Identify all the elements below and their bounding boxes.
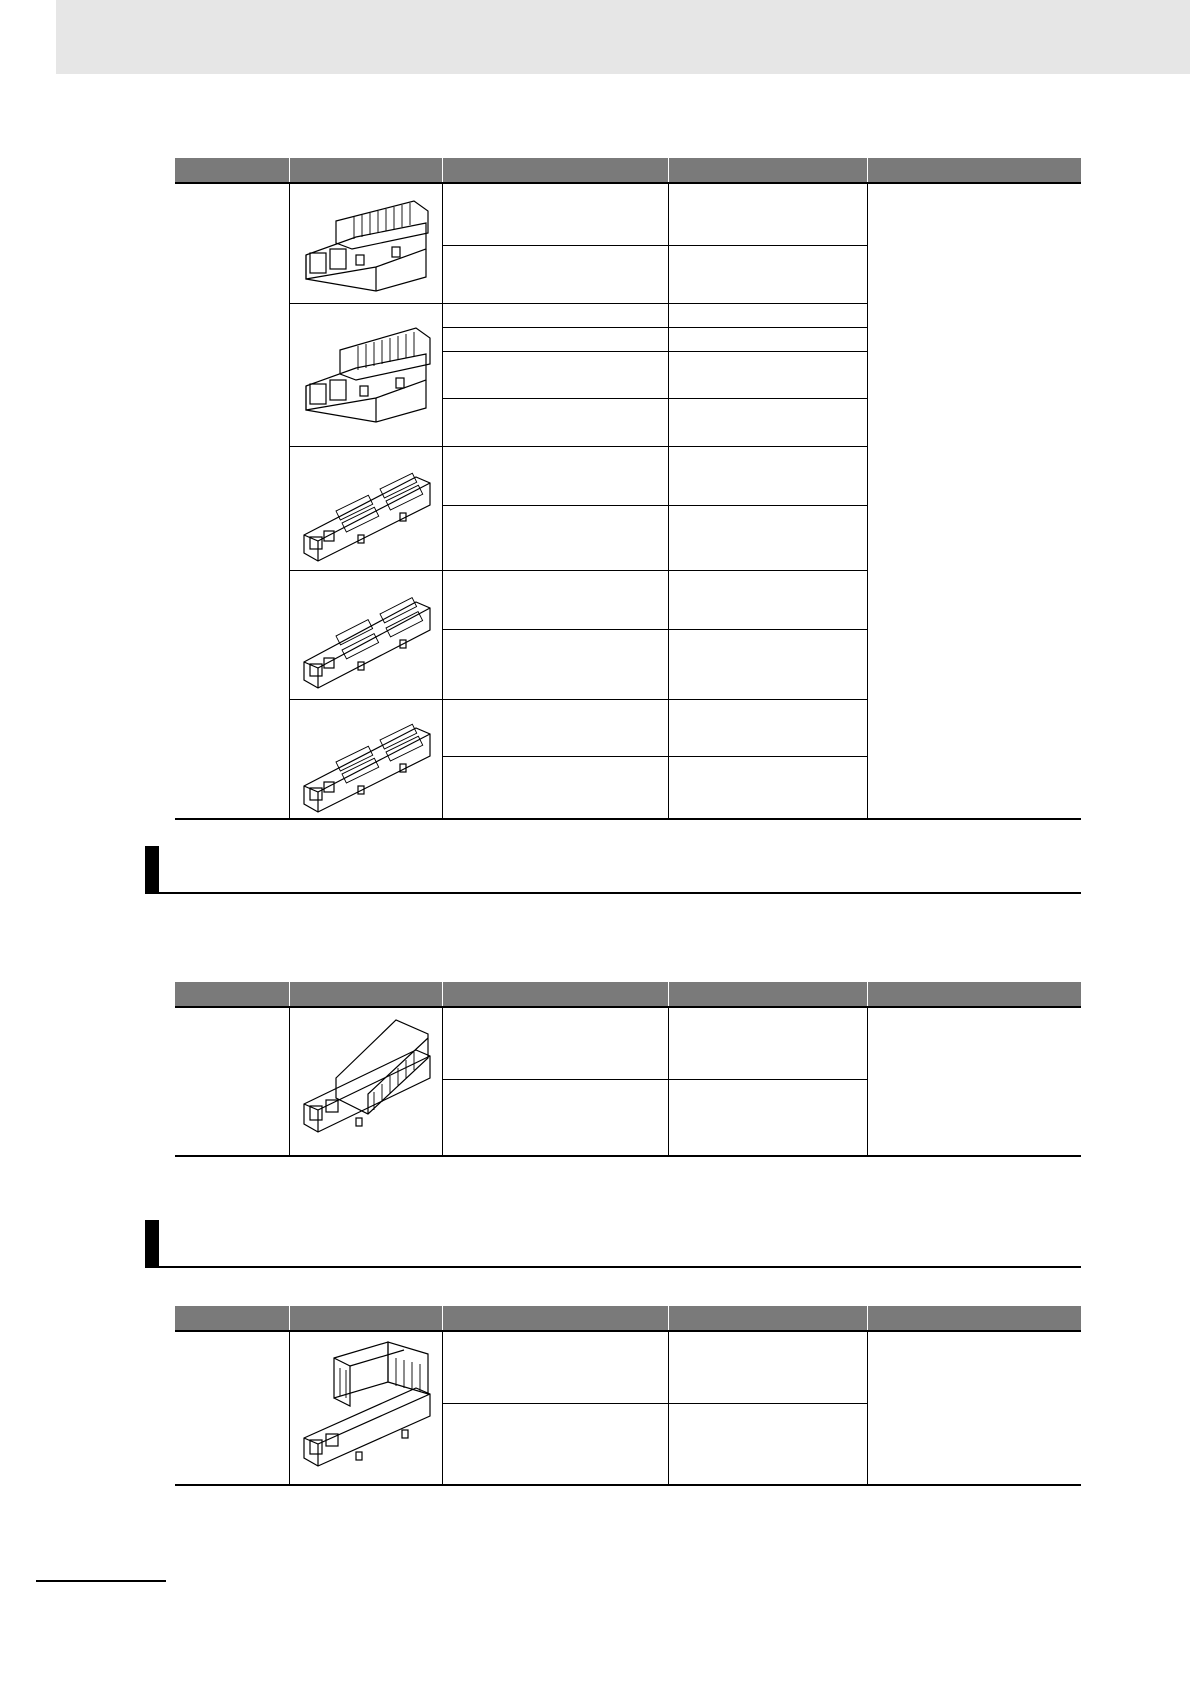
unit-image-cell <box>289 446 442 570</box>
type-cell <box>175 1007 289 1156</box>
spec-cell <box>668 1403 867 1485</box>
section-heading-2 <box>145 1220 1081 1268</box>
model-cell <box>442 570 668 629</box>
spec-cell <box>668 629 867 699</box>
footer-rule <box>36 1580 166 1582</box>
spec-cell <box>668 1331 867 1403</box>
spec-cell <box>668 699 867 756</box>
table-row <box>175 183 1081 245</box>
unit-illustration-b-icon <box>296 320 436 430</box>
table-row <box>175 1331 1081 1403</box>
model-cell <box>442 303 668 327</box>
unit-illustration-f-icon <box>296 1014 436 1149</box>
unit-image-cell <box>289 1007 442 1156</box>
page-header-band <box>56 0 1190 74</box>
model-cell <box>442 351 668 398</box>
model-cell <box>442 756 668 819</box>
unit-image-cell <box>289 1331 442 1485</box>
unit-image-cell <box>289 303 442 446</box>
spec-cell <box>668 1007 867 1079</box>
table-header-row <box>175 158 1081 183</box>
model-cell <box>442 505 668 570</box>
spec-cell <box>668 1079 867 1156</box>
type-cell <box>175 183 289 819</box>
spec-cell <box>668 756 867 819</box>
model-cell <box>442 1007 668 1079</box>
unit-image-cell <box>289 570 442 699</box>
unit-table-1 <box>175 158 1081 820</box>
unit-illustration-d-icon <box>296 580 436 690</box>
spec-cell <box>668 327 867 351</box>
unit-illustration-a-icon <box>296 193 436 293</box>
table-row <box>175 1007 1081 1079</box>
heading-marker <box>145 1220 159 1266</box>
unit-table-2 <box>175 982 1081 1157</box>
unit-table-3 <box>175 1306 1081 1486</box>
model-cell <box>442 1331 668 1403</box>
heading-marker <box>145 846 159 892</box>
table-header-row <box>175 1306 1081 1331</box>
unit-illustration-g-icon <box>296 1338 436 1478</box>
spec-cell <box>668 351 867 398</box>
model-cell <box>442 629 668 699</box>
spec-cell <box>668 446 867 505</box>
spec-cell <box>668 245 867 303</box>
model-cell <box>442 699 668 756</box>
model-cell <box>442 183 668 245</box>
type-cell <box>175 1331 289 1485</box>
unit-illustration-e-icon <box>296 704 436 814</box>
section-heading-1 <box>145 846 1081 894</box>
remarks-cell <box>867 1007 1081 1156</box>
unit-image-cell <box>289 183 442 303</box>
spec-cell <box>668 398 867 446</box>
model-cell <box>442 1403 668 1485</box>
remarks-cell <box>867 183 1081 819</box>
spec-cell <box>668 303 867 327</box>
model-cell <box>442 1079 668 1156</box>
spec-cell <box>668 505 867 570</box>
unit-illustration-c-icon <box>296 453 436 563</box>
table-header-row <box>175 982 1081 1007</box>
unit-image-cell <box>289 699 442 819</box>
model-cell <box>442 245 668 303</box>
model-cell <box>442 327 668 351</box>
spec-cell <box>668 570 867 629</box>
remarks-cell <box>867 1331 1081 1485</box>
model-cell <box>442 398 668 446</box>
spec-cell <box>668 183 867 245</box>
model-cell <box>442 446 668 505</box>
